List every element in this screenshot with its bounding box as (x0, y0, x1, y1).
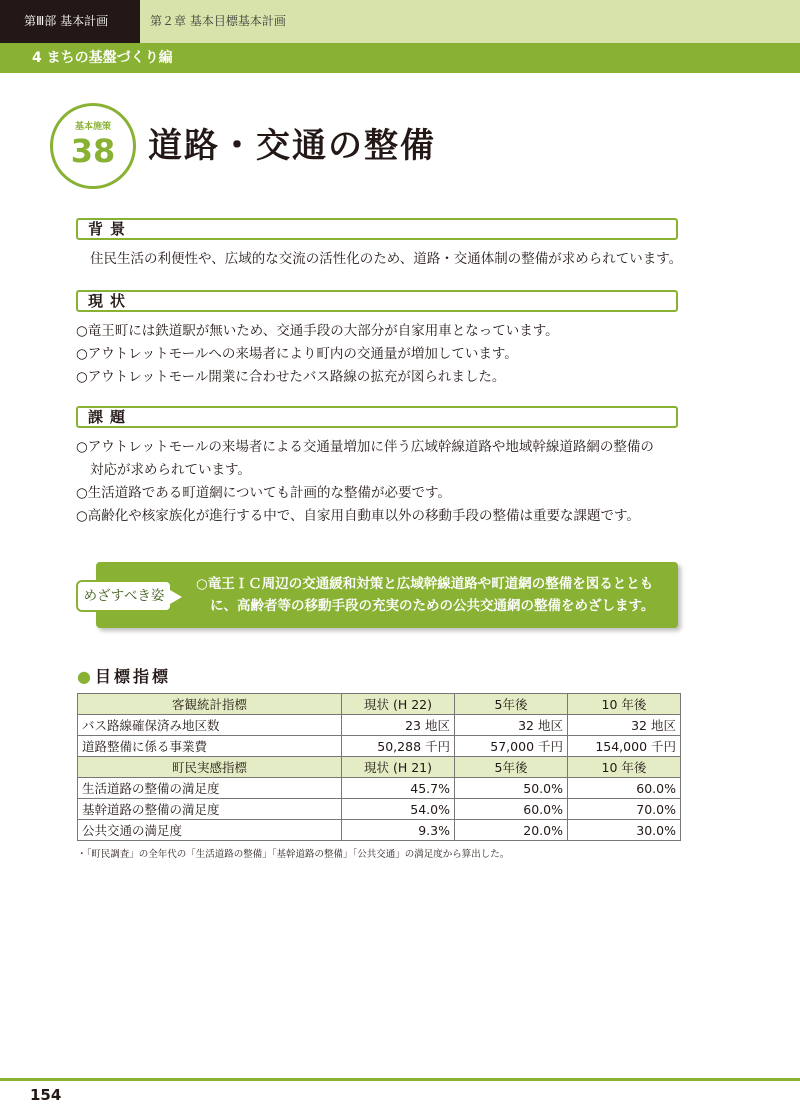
table-cell: 154,000 千円 (568, 736, 681, 757)
table-header-cell: 現状 (H 21) (342, 757, 455, 778)
table-cell: バス路線確保済み地区数 (78, 715, 342, 736)
table-row (78, 799, 681, 820)
table-cell: 生活道路の整備の満足度 (78, 778, 342, 799)
table-header-row (78, 757, 681, 778)
table-header-cell: 町民実感指標 (78, 757, 342, 778)
page-title: 道路・交通の整備 (148, 126, 436, 166)
table-cell: 32 地区 (568, 715, 681, 736)
goal-line: に、高齢者等の移動手段の充実のための公共交通網の整備をめざします。 (210, 598, 655, 614)
table-header-cell: 現状 (H 22) (342, 694, 455, 715)
table-footnote: ・「町民調査」の全年代の「生活道路の整備」「基幹道路の整備」「公共交通」の満足度から算出した。 (77, 849, 510, 860)
table-cell: 54.0% (342, 799, 455, 820)
indicators-table (77, 693, 681, 841)
page-number: 154 (30, 1086, 62, 1104)
chapter-label: 第２章 基本目標基本計画 (150, 14, 286, 28)
table-cell: 公共交通の満足度 (78, 820, 342, 841)
table-header-cell: 5年後 (455, 694, 568, 715)
table-cell: 道路整備に係る事業費 (78, 736, 342, 757)
goal-line: ○竜王ＩＣ周辺の交通緩和対策と広域幹線道路や町道網の整備を図るととも (196, 576, 654, 592)
goal-tag: めざすべき姿 (76, 580, 172, 612)
policy-number: 38 (70, 132, 116, 170)
table-header-row (78, 694, 681, 715)
table-row (78, 736, 681, 757)
table-cell: 23 地区 (342, 715, 455, 736)
status-heading: 現状 (76, 290, 678, 312)
background-heading: 背景 (76, 218, 678, 240)
status-item: ○アウトレットモール開業に合わせたバス路線の拡充が図られました。 (76, 369, 506, 385)
policy-badge-label: 基本施策 (74, 122, 111, 132)
table-cell: 基幹道路の整備の満足度 (78, 799, 342, 820)
status-item: ○アウトレットモールへの来場者により町内の交通量が増加しています。 (76, 346, 518, 362)
status-item: ○竜王町には鉄道駅が無いため、交通手段の大部分が自家用車となっています。 (76, 323, 559, 339)
table-cell: 57,000 千円 (455, 736, 568, 757)
issue-item-continued: 対応が求められています。 (90, 462, 251, 478)
table-cell: 50.0% (455, 778, 568, 799)
table-cell: 9.3% (342, 820, 455, 841)
goal-text (196, 573, 654, 617)
background-text: 住民生活の利便性や、広域的な交流の活性化のため、道路・交通体制の整備が求められています。 (90, 251, 683, 267)
table-cell: 60.0% (568, 778, 681, 799)
issue-item: ○生活道路である町道網についても計画的な整備が必要です。 (76, 485, 451, 501)
table-row (78, 778, 681, 799)
table-header-cell: 客観統計指標 (78, 694, 342, 715)
table-cell: 70.0% (568, 799, 681, 820)
indicators-heading (77, 667, 171, 687)
issue-item: ○アウトレットモールの来場者による交通量増加に伴う広域幹線道路や地域幹線道路網の整備の (76, 439, 654, 455)
goal-tag-pointer (170, 590, 182, 604)
issues-heading: 課題 (76, 406, 678, 428)
section-label: 4 まちの基盤づくり編 (0, 43, 800, 73)
table-row (78, 820, 681, 841)
goal-box (96, 562, 678, 628)
bullet-icon: ● (77, 667, 91, 686)
table-header-cell: 10 年後 (568, 694, 681, 715)
issue-item: ○高齢化や核家族化が進行する中で、自家用自動車以外の移動手段の整備は重要な課題です。 (76, 508, 640, 524)
policy-badge (50, 103, 136, 189)
table-cell: 32 地区 (455, 715, 568, 736)
footer-rule (0, 1078, 800, 1081)
table-cell: 50,288 千円 (342, 736, 455, 757)
table-cell: 60.0% (455, 799, 568, 820)
table-header-cell: 5年後 (455, 757, 568, 778)
table-cell: 20.0% (455, 820, 568, 841)
table-header-cell: 10 年後 (568, 757, 681, 778)
table-row (78, 715, 681, 736)
table-cell: 45.7% (342, 778, 455, 799)
table-cell: 30.0% (568, 820, 681, 841)
part-label: 第Ⅲ部 基本計画 (0, 0, 140, 43)
indicators-heading-text: 目標指標 (94, 667, 171, 686)
